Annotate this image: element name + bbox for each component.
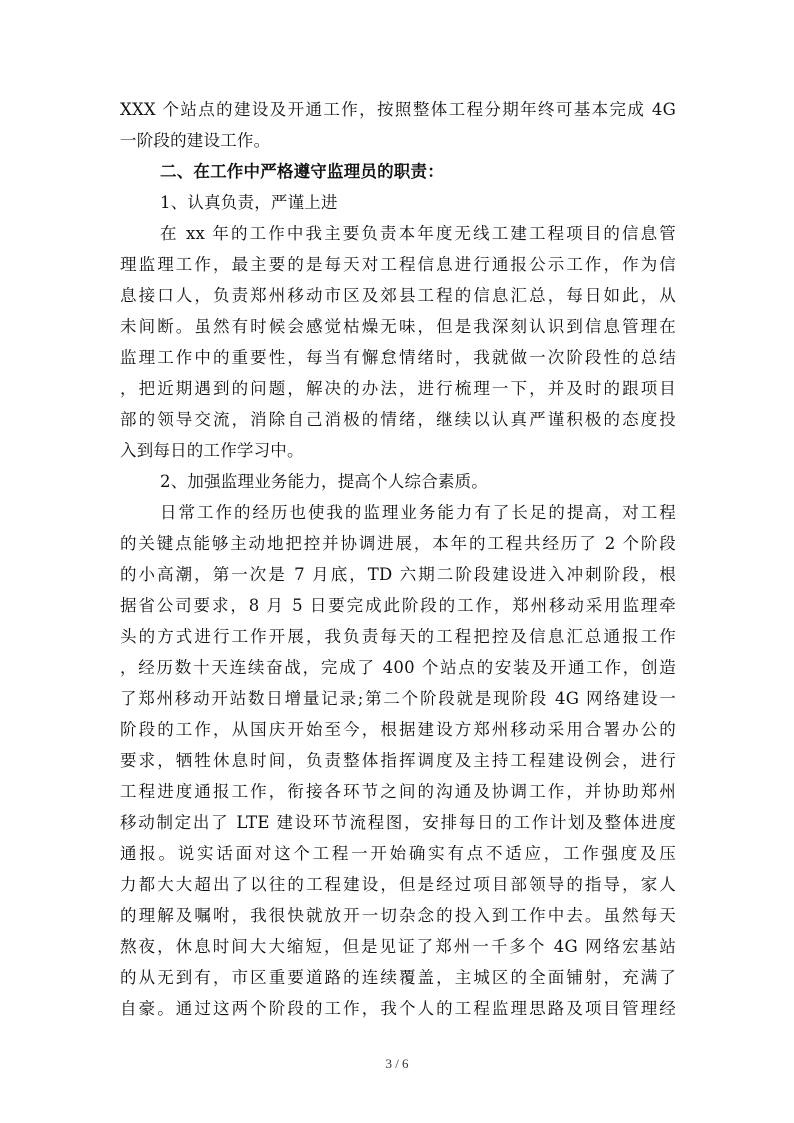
paragraph-line: 的小高潮，第一次是 7 月底，TD 六期二阶段建设进入冲刺阶段，根 bbox=[120, 565, 676, 584]
body-text bbox=[120, 94, 676, 1024]
paragraph-line: 力都大大超出了以往的工程建设，但是经过项目部领导的指导，家人 bbox=[120, 875, 676, 894]
paragraph-line: 的理解及嘱咐，我很快就放开一切杂念的投入到工作中去。虽然每天 bbox=[120, 906, 676, 925]
paragraph-line: 日常工作的经历也使我的监理业务能力有了长足的提高，对工程 bbox=[160, 503, 676, 522]
subsection-heading: 2、加强监理业务能力，提高个人综合素质。 bbox=[160, 472, 488, 491]
paragraph-line: 的关键点能够主动地把控并协调进展，本年的工程共经历了 2 个阶段 bbox=[120, 534, 676, 553]
paragraph-line: 入到每日的工作学习中。 bbox=[120, 441, 304, 460]
paragraph-line: 一阶段的建设工作。 bbox=[120, 131, 271, 150]
paragraph-line: 理监理工作，最主要的是每天对工程信息进行通报公示工作，作为信 bbox=[120, 255, 676, 274]
page-number: 3 / 6 bbox=[385, 1056, 409, 1071]
paragraph-line: 据省公司要求，8 月 5 日要完成此阶段的工作，郑州移动采用监理牵 bbox=[120, 596, 676, 615]
paragraph-line: XXX 个站点的建设及开通工作，按照整体工程分期年终可基本完成 4G bbox=[120, 100, 676, 119]
paragraph-line: ，经历数十天连续奋战，完成了 400 个站点的安装及开通工作，创造 bbox=[120, 658, 676, 677]
paragraph-line: 自豪。通过这两个阶段的工作，我个人的工程监理思路及项目管理经 bbox=[120, 999, 676, 1018]
section-heading: 二、在工作中严格遵守监理员的职责： bbox=[160, 162, 444, 181]
paragraph-line: 未间断。虽然有时候会感觉枯燥无味，但是我深刻认识到信息管理在 bbox=[120, 317, 676, 336]
subsection-heading: 1、认真负责，严谨上进 bbox=[160, 193, 338, 212]
paragraph-line: ，把近期遇到的问题，解决的办法，进行梳理一下，并及时的跟项目 bbox=[120, 379, 676, 398]
paragraph-line: 头的方式进行工作开展，我负责每天的工程把控及信息汇总通报工作 bbox=[120, 627, 676, 646]
paragraph-line: 工程进度通报工作，衔接各环节之间的沟通及协调工作，并协助郑州 bbox=[120, 782, 676, 801]
paragraph-line: 在 xx 年的工作中我主要负责本年度无线工建工程项目的信息管 bbox=[160, 224, 676, 243]
paragraph-line: 息接口人，负责郑州移动市区及郊县工程的信息汇总，每日如此，从 bbox=[120, 286, 676, 305]
paragraph-line: 要求，牺牲休息时间，负责整体指挥调度及主持工程建设例会，进行 bbox=[120, 751, 676, 770]
paragraph-line: 通报。说实话面对这个工程一开始确实有点不适应，工作强度及压 bbox=[120, 844, 676, 863]
paragraph-line: 了郑州移动开站数日增量记录;第二个阶段就是现阶段 4G 网络建设一 bbox=[120, 689, 676, 708]
paragraph-line: 阶段的工作，从国庆开始至今，根据建设方郑州移动采用合署办公的 bbox=[120, 720, 676, 739]
paragraph-line: 的从无到有，市区重要道路的连续覆盖，主城区的全面铺射，充满了 bbox=[120, 968, 676, 987]
paragraph-line: 监理工作中的重要性，每当有懈怠情绪时，我就做一次阶段性的总结 bbox=[120, 348, 676, 367]
paragraph-line: 熬夜，休息时间大大缩短，但是见证了郑州一千多个 4G 网络宏基站 bbox=[120, 937, 676, 956]
paragraph-line: 部的领导交流，消除自己消极的情绪，继续以认真严谨积极的态度投 bbox=[120, 410, 676, 429]
paragraph-line: 移动制定出了 LTE 建设环节流程图，安排每日的工作计划及整体进度 bbox=[120, 813, 676, 832]
